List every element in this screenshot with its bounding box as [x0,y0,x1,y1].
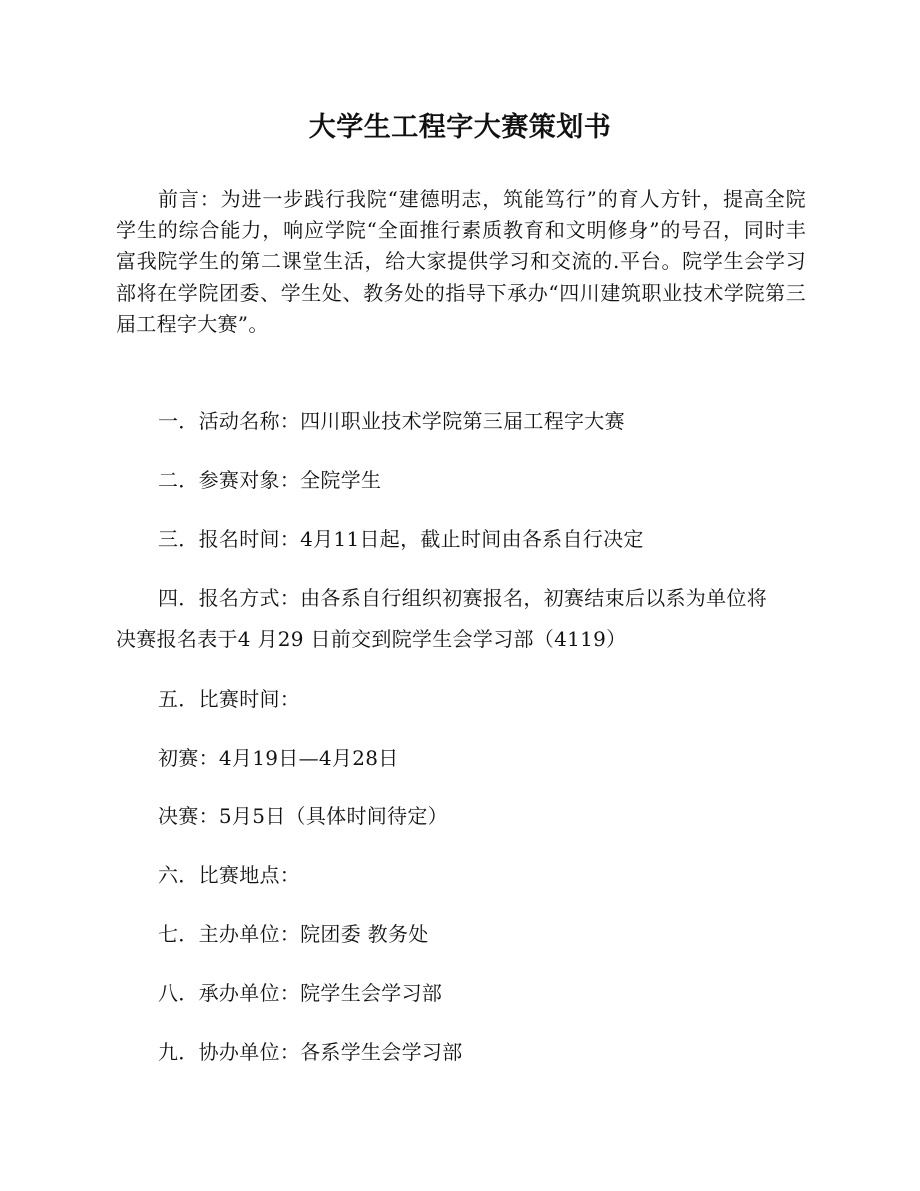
item-registration-method-cont: 决赛报名表于4 月29 日前交到院学生会学习部（4119） [116,627,627,651]
intro-paragraph: 前言：为进一步践行我院“建德明志，筑能笃行”的育人方针，提高全院学生的综合能力，响应学院“全面推行素质教育和文明修身”的号召，同时丰富我院学生的第二课堂生活，给大家提供学习和交流的.平台。院学生会学习部将在学院团委、学生处、教务处的指导下承办“四川建筑职业技术学院第三届工程字大赛”。 [116,187,806,336]
item-participants: 二．参赛对象：全院学生 [158,468,382,492]
item-registration-time: 三．报名时间：4月11日起，截止时间由各系自行决定 [158,527,644,551]
item-organizer: 七．主办单位：院团委 教务处 [158,922,429,946]
item-competition-time: 五．比赛时间： [158,687,301,711]
document-title: 大学生工程字大赛策划书 [308,112,612,143]
item-activity-name: 一．活动名称：四川职业技术学院第三届工程字大赛 [158,409,625,433]
item-registration-method: 四．报名方式：由各系自行组织初赛报名，初赛结束后以系为单位将 [158,586,767,610]
item-co-organizer: 九．协办单位：各系学生会学习部 [158,1040,463,1064]
preliminary-round: 初赛：4月19日—4月28日 [158,746,399,770]
final-round: 决赛：5月5日（具体时间待定） [158,804,448,828]
item-venue: 六．比赛地点： [158,863,301,887]
item-host: 八．承办单位：院学生会学习部 [158,981,443,1005]
